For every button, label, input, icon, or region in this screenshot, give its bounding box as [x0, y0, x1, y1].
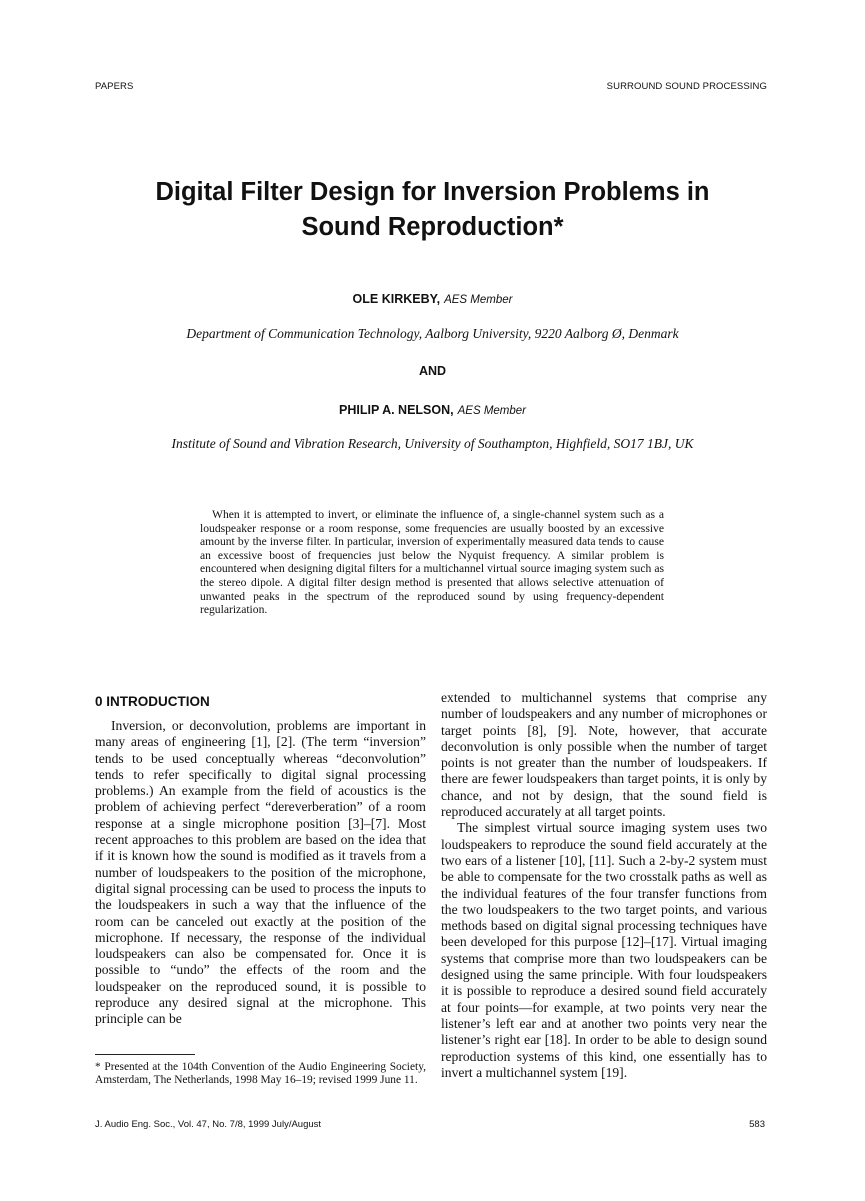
journal-citation: J. Audio Eng. Soc., Vol. 47, No. 7/8, 1999 July/August: [95, 1119, 322, 1130]
right-column: [441, 690, 767, 1081]
author-1-membership: AES Member: [444, 294, 513, 306]
left-column: [95, 718, 426, 1028]
footnote: * Presented at the 104th Convention of the Audio Engineering Society, Amsterdam, The Netherlands, 1998 May 16–19; revised 1999 June 11.: [95, 1061, 426, 1087]
right-column-paragraph-2: The simplest virtual source imaging system uses two loudspeakers to reproduce the sound field accurately at the two ears of a listener [10], [11]. Such a 2-by-2 system must be able to compensate for the two crosstalk paths as well as the individual features of the four transfer functions from the two loudspeakers to the two target points, and various methods based on digital signal processing techniques have been developed for this purpose [12]–[17]. Virtual imaging systems that comprise more than two loudspeakers can be designed using the same principle. With four loudspeakers it is possible to reproduce a desired sound field accurately at four points—for example, at two points very near the listener’s left ear and at another two points very near the listener’s right ear [18]. In order to be able to design sound reproduction systems of this kind, one essentially has to invert a multichannel system [19].: [441, 820, 767, 1080]
abstract-text: When it is attempted to invert, or eliminate the influence of, a single-channel system such as a loudspeaker response or a room response, some frequencies are usually boosted by an excessive amount by the inverse filter. In particular, inversion of experimentally measured data tends to cause an excessive boost of frequencies just below the Nyquist frequency. A similar problem is encountered when designing digital filters for a multichannel virtual source imaging system such as the stereo dipole. A digital filter design method is presented that allows selective attenuation of unwanted peaks in the spectrum of the reproduced sound by using frequency-dependent regularization.: [200, 508, 664, 617]
author-2-membership: AES Member: [457, 405, 526, 417]
paper-title-line-1: Digital Filter Design for Inversion Problems in: [155, 178, 710, 206]
paper-title-line-2: Sound Reproduction*: [301, 213, 564, 241]
author-2: [100, 403, 765, 417]
footnote-divider: [95, 1054, 195, 1055]
left-column-paragraph: Inversion, or deconvolution, problems are important in many areas of engineering [1], [2]. (The term “inversion” tends to be used conceptually whereas “deconvolution” tends to refer specifically to digital signal processing problems.) An example from the field of acoustics is the problem of achieving perfect “dereverberation” of a room response at a single microphone position [3]–[7]. Most recent approaches to this problem are based on the idea that if it is known how the sound is modified as it travels from a number of loudspeakers to the position of the microphone, digital signal processing can be used to process the inputs to the loudspeakers in such a way that the influence of the room can be canceled out exactly at the position of the microphone. If necessary, the response of the individual loudspeakers can also be compensated for. Once it is possible to “undo” the effects of the room and the loudspeaker on the reproduced sound, it is possible to reproduce any desired signal at the microphone. This principle can be: [95, 718, 426, 1027]
author-1: [100, 292, 765, 306]
author-1-name: OLE KIRKEBY,: [352, 292, 441, 306]
abstract: [200, 508, 664, 617]
section-heading: 0 INTRODUCTION: [95, 694, 210, 709]
author-2-affiliation: Institute of Sound and Vibration Research, University of Southampton, Highfield, SO17 1BJ, UK: [171, 436, 694, 451]
right-column-paragraph-1: extended to multichannel systems that comprise any number of loudspeakers and any number of microphones or target points [8], [9]. Note, however, that accurate deconvolution is only possible when the number of target points is not greater than the number of loudspeakers. If there are fewer loudspeakers than target points, it is only by chance, and not by design, that the sound field is reproduced accurately at all target points.: [441, 690, 767, 820]
paper-title: [100, 175, 765, 245]
page-number: 583: [749, 1119, 765, 1130]
and-separator: AND: [418, 364, 447, 378]
running-header-right: SURROUND SOUND PROCESSING: [606, 81, 767, 92]
author-2-name: PHILIP A. NELSON,: [339, 403, 454, 417]
running-header-left: PAPERS: [95, 81, 134, 92]
author-1-affiliation: Department of Communication Technology, Aalborg University, 9220 Aalborg Ø, Denmark: [186, 326, 679, 341]
